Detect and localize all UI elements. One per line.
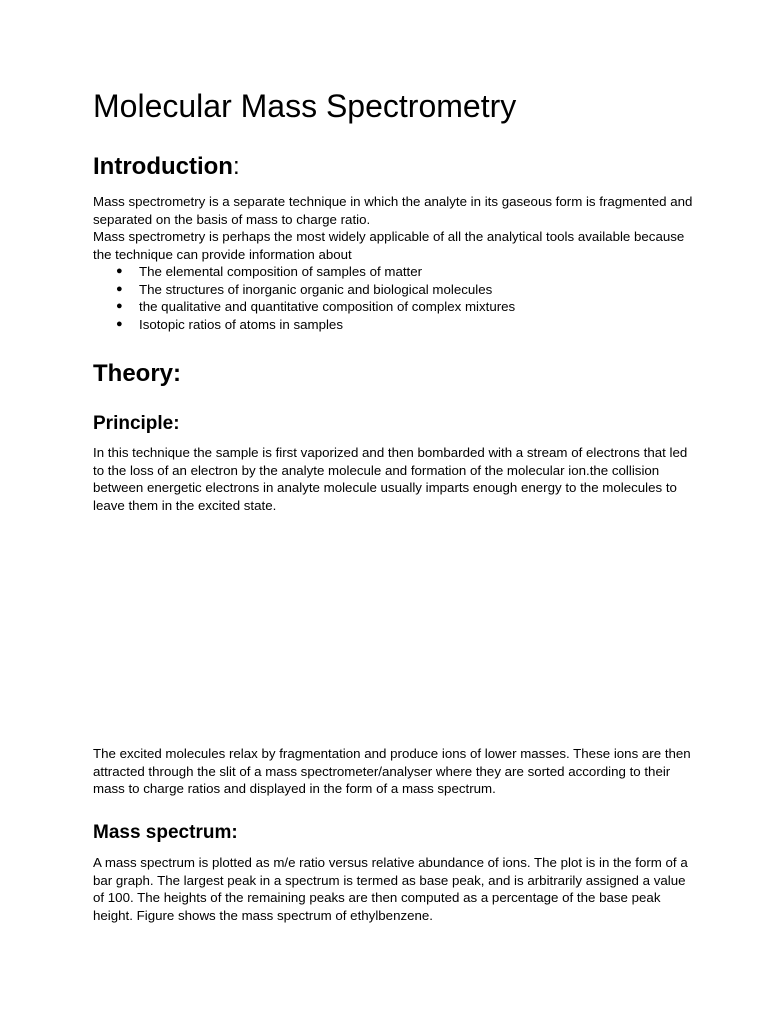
list-item-text: the qualitative and quantitative composition of complex mixtures <box>139 299 516 315</box>
mass-spectrum-paragraph: A mass spectrum is plotted as m/e ratio versus relative abundance of ions. The plot is in the form of a bar graph. The largest peak in a spectrum is termed as base peak, and is arbitrarily assigned a value of 100. The heights of the remaining peaks are then computed as a percentage of the base peak height. Figure shows the mass spectrum of ethylbenzene. <box>93 855 688 924</box>
bullet-dot-icon: ● <box>116 300 123 313</box>
list-item <box>93 281 515 299</box>
introduction-heading <box>93 152 240 182</box>
introduction-paragraph-1: Mass spectrometry is a separate technique in which the analyte in its gaseous form is fragmented and separated on the basis of mass to charge ratio. <box>93 194 693 227</box>
introduction-heading-text: Introduction <box>93 153 233 180</box>
list-item <box>93 298 515 316</box>
introduction-paragraph-2: Mass spectrometry is perhaps the most widely applicable of all the analytical tools available because the technique can provide information about <box>93 229 685 263</box>
list-item <box>93 316 515 334</box>
introduction-bullet-list <box>93 263 515 334</box>
principle-heading: Principle: <box>93 413 180 434</box>
bullet-dot-icon: ● <box>116 318 123 331</box>
bullet-dot-icon: ● <box>116 282 123 295</box>
list-item-text: Isotopic ratios of atoms in samples <box>139 317 343 333</box>
document-title: Molecular Mass Spectrometry <box>93 88 517 124</box>
list-item-text: The elemental composition of samples of matter <box>139 264 423 279</box>
mass-spectrum-heading: Mass spectrum: <box>93 822 238 843</box>
principle-paragraph-1: In this technique the sample is first vaporized and then bombarded with a stream of electrons that led to the loss of an electron by the analyte molecule and formation of the molecular ion.the collision between energetic electrons in analyte molecule usually imparts enough energy to the molecules to leave them in the excited state. <box>93 445 688 514</box>
bullet-dot-icon: ● <box>116 265 123 277</box>
introduction-body <box>93 193 693 264</box>
principle-paragraph-2: The excited molecules relax by fragmentation and produce ions of lower masses. These ions are then attracted through the slit of a mass spectrometer/analyser where they are sorted according to their mass to charge ratios and displayed in the form of a mass spectrum. <box>93 746 691 797</box>
theory-heading: Theory: <box>93 360 182 387</box>
list-item-text: The structures of inorganic organic and biological molecules <box>139 281 493 297</box>
introduction-heading-colon: : <box>232 153 240 180</box>
list-item <box>93 263 515 281</box>
